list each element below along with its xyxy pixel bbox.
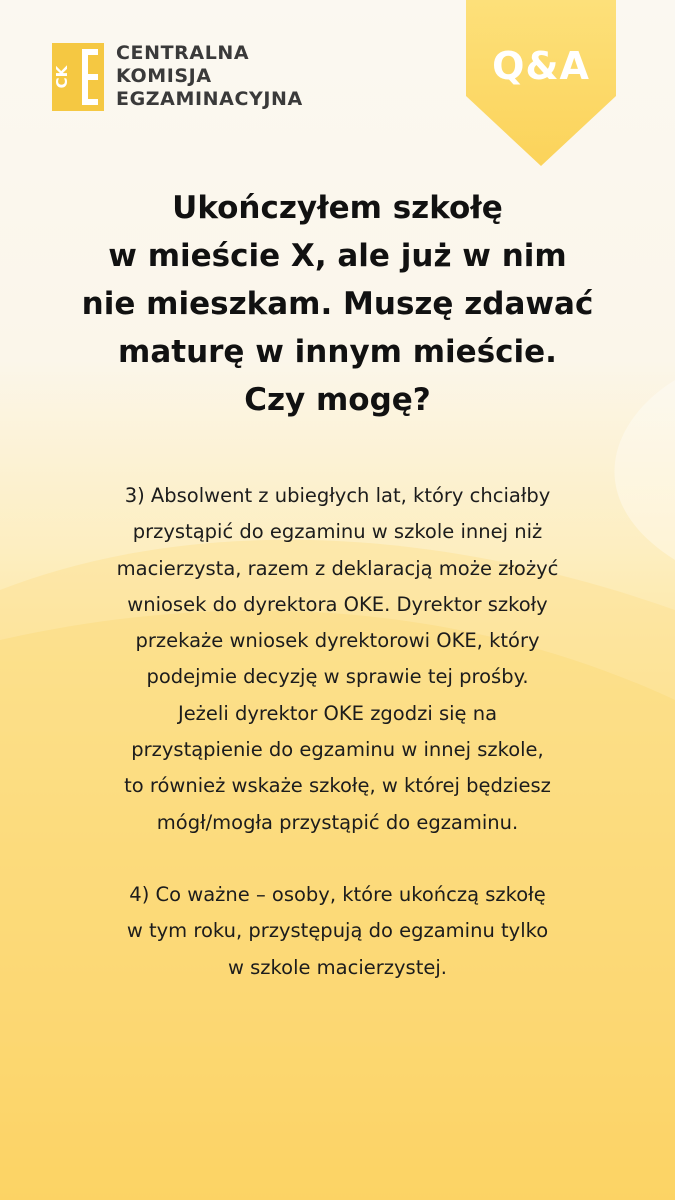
answer-line: przystąpienie do egzaminu w innej szkole, (131, 738, 544, 762)
answer-line: to również wskaże szkołę, w której będziesz (124, 774, 551, 798)
cke-logo (52, 42, 303, 111)
answer-line: wniosek do dyrektora OKE. Dyrektor szkoły (127, 592, 548, 616)
qa-badge (466, 0, 616, 166)
logo-line-3: EGZAMINACYJNA (116, 88, 303, 110)
answer-line: mógł/mogła przystąpić do egzaminu. (156, 810, 519, 834)
answer-line: w szkole macierzystej. (228, 955, 447, 979)
question-line: Ukończyłem szkołę (172, 190, 503, 226)
question-heading (30, 184, 645, 424)
answer-line: przystąpić do egzaminu w szkole innej niż (132, 520, 543, 544)
logo-line-1: CENTRALNA (116, 42, 250, 64)
cke-logo-text (116, 42, 303, 111)
answer-line: macierzysta, razem z deklaracją może złożyć (116, 556, 559, 580)
answer-line: przekaże wniosek dyrektorowi OKE, który (135, 629, 540, 653)
logo-line-2: KOMISJA (116, 65, 212, 87)
cke-logo-mark (52, 43, 104, 111)
svg-text:CK: CK (53, 65, 71, 88)
answer-line: w tym roku, przystępują do egzaminu tylko (126, 919, 549, 943)
question-line: Czy mogę? (244, 382, 431, 418)
question-line: w mieście X, ale już w nim (108, 238, 567, 274)
answer-line: 3) Absolwent z ubiegłych lat, który chciałby (124, 484, 551, 507)
answer-line: Jeżeli dyrektor OKE zgodzi się na (177, 701, 498, 725)
answer-body (30, 478, 645, 986)
answer-line: podejmie decyzję w sprawie tej prośby. (146, 665, 529, 689)
question-line: maturę w innym mieście. (118, 334, 557, 370)
qa-label: Q&A (492, 44, 590, 88)
paragraph-gap (30, 841, 645, 877)
answer-line: 4) Co ważne – osoby, które ukończą szkołę (129, 882, 546, 906)
question-line: nie mieszkam. Muszę zdawać (81, 286, 594, 322)
